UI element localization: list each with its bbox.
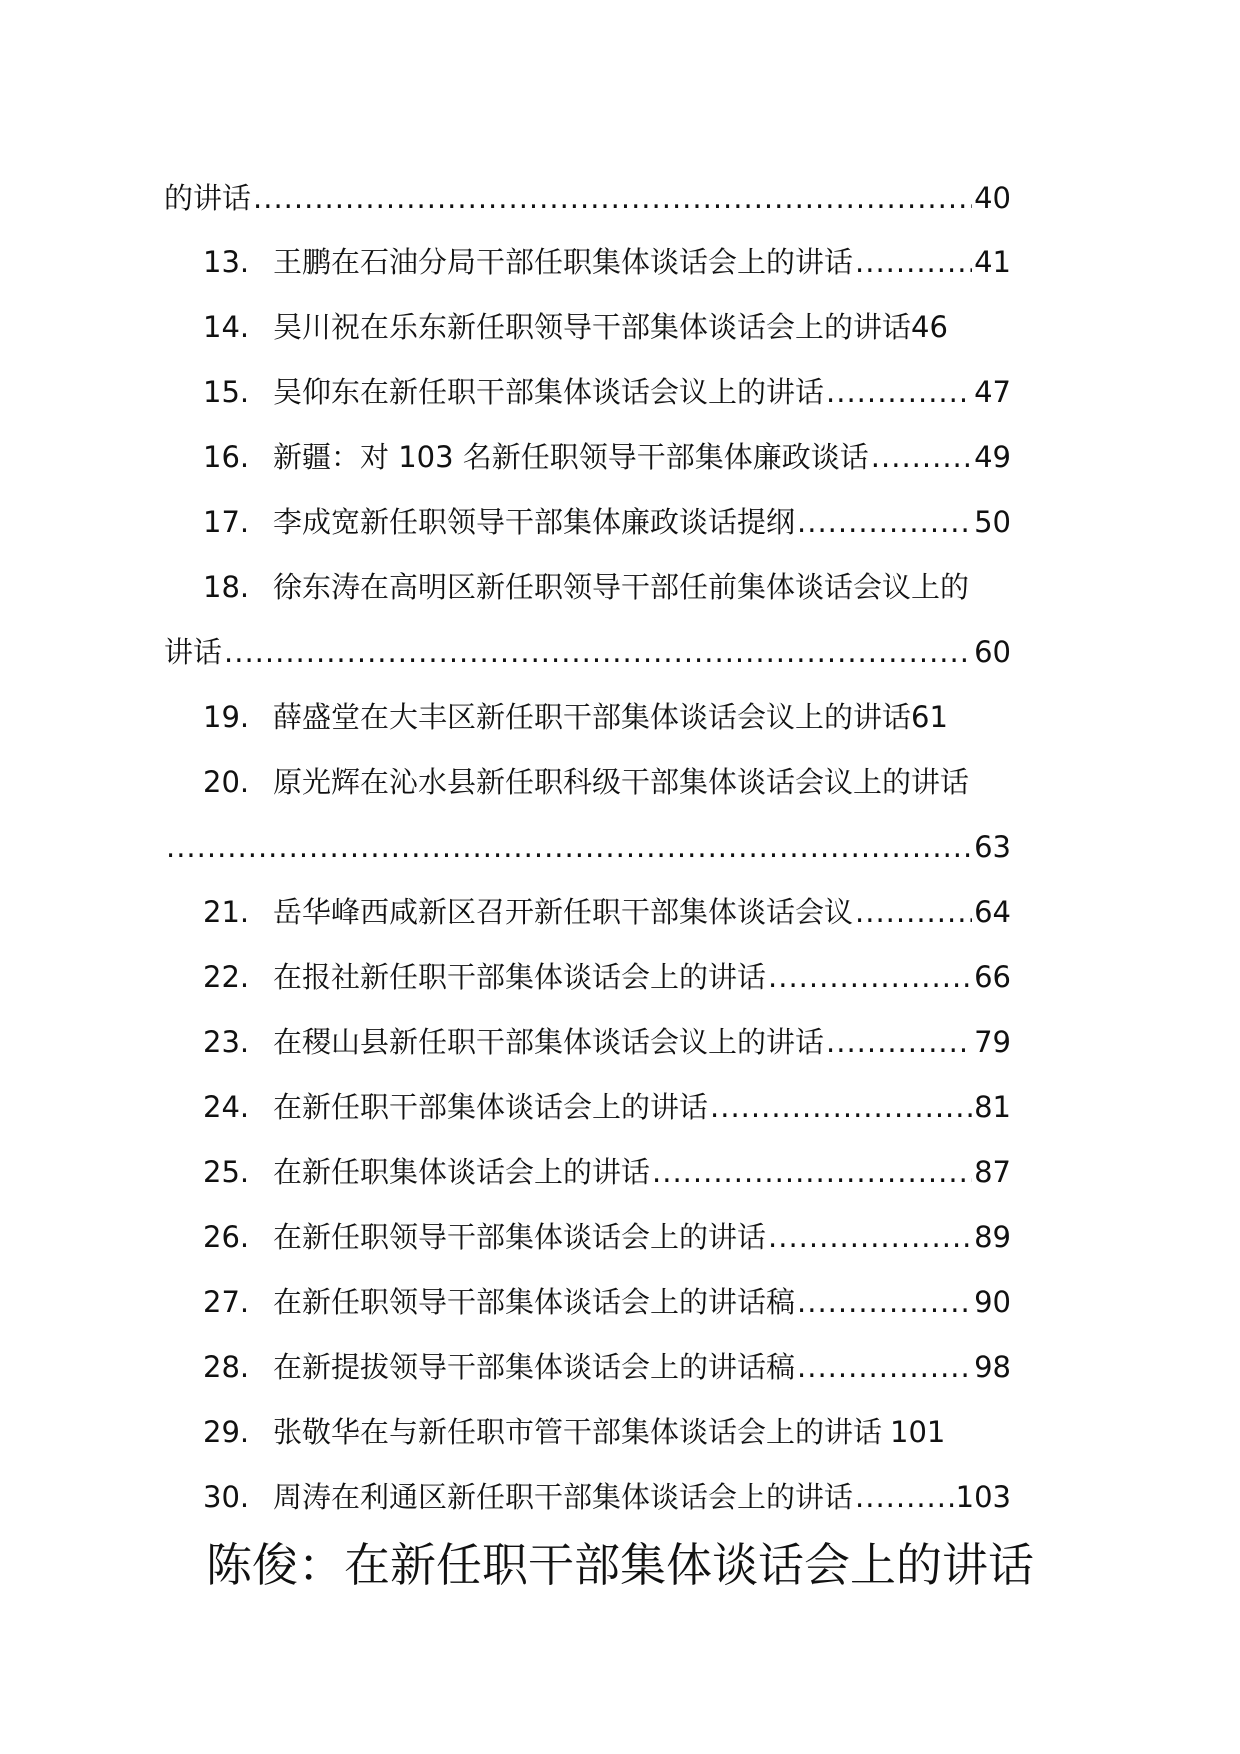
toc-entry-page: 60	[974, 635, 1011, 669]
toc-entry-number: 25.	[203, 1155, 250, 1189]
toc-entry-22[interactable]	[203, 952, 1011, 1002]
toc-entry-number: 19.	[203, 700, 250, 734]
toc-leader-dots	[652, 1147, 972, 1197]
toc-entry-page: 61	[911, 700, 948, 734]
toc-entry-number: 17.	[203, 505, 250, 539]
toc-entry-17[interactable]	[203, 497, 1011, 547]
toc-entry-title: 新疆：对 103 名新任职领导干部集体廉政谈话	[273, 440, 869, 474]
toc-entry-title: 在新任职领导干部集体谈话会上的讲话稿	[273, 1285, 796, 1319]
toc-leader-dots	[855, 887, 972, 937]
toc-entry-number: 21.	[203, 895, 250, 929]
toc-entry-page: 63	[974, 830, 1011, 864]
toc-entry-19[interactable]	[203, 692, 1011, 742]
toc-entry-number: 28.	[203, 1350, 250, 1384]
toc-entry-title: 讲话	[164, 635, 223, 669]
toc-entry-page: 40	[974, 181, 1011, 215]
toc-entry-28[interactable]	[203, 1342, 1011, 1392]
toc-entry-number: 16.	[203, 440, 250, 474]
toc-entry-title: 的讲话	[164, 181, 252, 215]
toc-entry-page: 47	[974, 375, 1011, 409]
toc-leader-dots	[797, 497, 972, 547]
toc-entry-number: 24.	[203, 1090, 250, 1124]
toc-entry-title: 李成宽新任职领导干部集体廉政谈话提纲	[273, 505, 796, 539]
toc-entry-title: 周涛在利通区新任职干部集体谈话会上的讲话	[273, 1480, 854, 1514]
toc-entry-page: 64	[974, 895, 1011, 929]
toc-entry-page: 87	[974, 1155, 1011, 1189]
toc-entry-number: 18.	[203, 570, 250, 604]
toc-entry-number: 22.	[203, 960, 250, 994]
toc-entry-number: 23.	[203, 1025, 250, 1059]
toc-entry-page: 90	[974, 1285, 1011, 1319]
toc-entry-12-continued[interactable]	[164, 173, 1011, 223]
toc-entry-title: 在新任职集体谈话会上的讲话	[273, 1155, 651, 1189]
toc-entry-title: 原光辉在沁水县新任职科级干部集体谈话会议上的讲话	[273, 765, 970, 799]
toc-entry-title: 在报社新任职干部集体谈话会上的讲话	[273, 960, 767, 994]
toc-entry-title: 吴川祝在乐东新任职领导干部集体谈话会上的讲话	[273, 310, 912, 344]
toc-entry-page: 49	[974, 440, 1011, 474]
toc-entry-number: 27.	[203, 1285, 250, 1319]
toc-entry-number: 26.	[203, 1220, 250, 1254]
toc-entry-page: 89	[974, 1220, 1011, 1254]
toc-entry-title: 徐东涛在高明区新任职领导干部任前集体谈话会议上的	[273, 570, 970, 604]
toc-entry-14[interactable]	[203, 302, 1011, 352]
toc-leader-dots	[855, 1472, 954, 1522]
toc-leader-dots	[224, 627, 972, 677]
toc-entry-21[interactable]	[203, 887, 1011, 937]
toc-leader-dots	[768, 1212, 972, 1262]
toc-entry-page: 103	[955, 1480, 1011, 1514]
toc-entry-29[interactable]	[203, 1407, 1011, 1457]
toc-entry-title: 吴仰东在新任职干部集体谈话会议上的讲话	[273, 375, 825, 409]
toc-entry-title: 在新任职干部集体谈话会上的讲话	[273, 1090, 709, 1124]
toc-entry-16[interactable]	[203, 432, 1011, 482]
toc-entry-page: 98	[974, 1350, 1011, 1384]
toc-entry-title: 在新任职领导干部集体谈话会上的讲话	[273, 1220, 767, 1254]
toc-entry-23[interactable]	[203, 1017, 1011, 1067]
toc-entry-page: 41	[974, 245, 1011, 279]
toc-entry-number: 13.	[203, 245, 250, 279]
toc-entry-number: 29.	[203, 1415, 250, 1449]
toc-entry-title: 岳华峰西咸新区召开新任职干部集体谈话会议	[273, 895, 854, 929]
toc-entry-26[interactable]	[203, 1212, 1011, 1262]
toc-entry-18[interactable]	[203, 562, 1011, 612]
toc-entry-18-continued[interactable]	[164, 627, 1011, 677]
toc-entry-title: 王鹏在石油分局干部任职集体谈话会上的讲话	[273, 245, 854, 279]
toc-leader-dots	[826, 1017, 972, 1067]
toc-entry-24[interactable]	[203, 1082, 1011, 1132]
toc-entry-20[interactable]	[203, 757, 1011, 807]
toc-entry-20-continued[interactable]	[164, 822, 1011, 872]
toc-entry-number: 15.	[203, 375, 250, 409]
toc-entry-25[interactable]	[203, 1147, 1011, 1197]
document-title: 陈俊：在新任职干部集体谈话会上的讲话	[206, 1538, 1034, 1592]
toc-leader-dots	[166, 822, 972, 872]
toc-leader-dots	[826, 367, 972, 417]
toc-entry-page: 66	[974, 960, 1011, 994]
toc-leader-dots	[871, 432, 972, 482]
toc-entry-title: 在稷山县新任职干部集体谈话会议上的讲话	[273, 1025, 825, 1059]
toc-entry-13[interactable]	[203, 237, 1011, 287]
toc-entry-page: 50	[974, 505, 1011, 539]
toc-entry-page: 79	[974, 1025, 1011, 1059]
toc-entry-page: 81	[974, 1090, 1011, 1124]
toc-leader-dots	[253, 173, 972, 223]
toc-leader-dots	[710, 1082, 972, 1132]
toc-leader-dots	[768, 952, 972, 1002]
toc-entry-number: 14.	[203, 310, 250, 344]
toc-entry-page: 46	[911, 310, 948, 344]
toc-entry-27[interactable]	[203, 1277, 1011, 1327]
toc-leader-dots	[797, 1277, 972, 1327]
toc-entry-15[interactable]	[203, 367, 1011, 417]
toc-entry-title: 张敬华在与新任职市管干部集体谈话会上的讲话	[273, 1415, 883, 1449]
toc-entry-title: 薛盛堂在大丰区新任职干部集体谈话会议上的讲话	[273, 700, 912, 734]
toc-entry-page: 101	[890, 1415, 946, 1449]
toc-entry-title: 在新提拔领导干部集体谈话会上的讲话稿	[273, 1350, 796, 1384]
toc-entry-number: 30.	[203, 1480, 250, 1514]
toc-leader-dots	[797, 1342, 972, 1392]
toc-leader-dots	[855, 237, 972, 287]
toc-entry-30[interactable]	[203, 1472, 1011, 1522]
toc-entry-number: 20.	[203, 765, 250, 799]
